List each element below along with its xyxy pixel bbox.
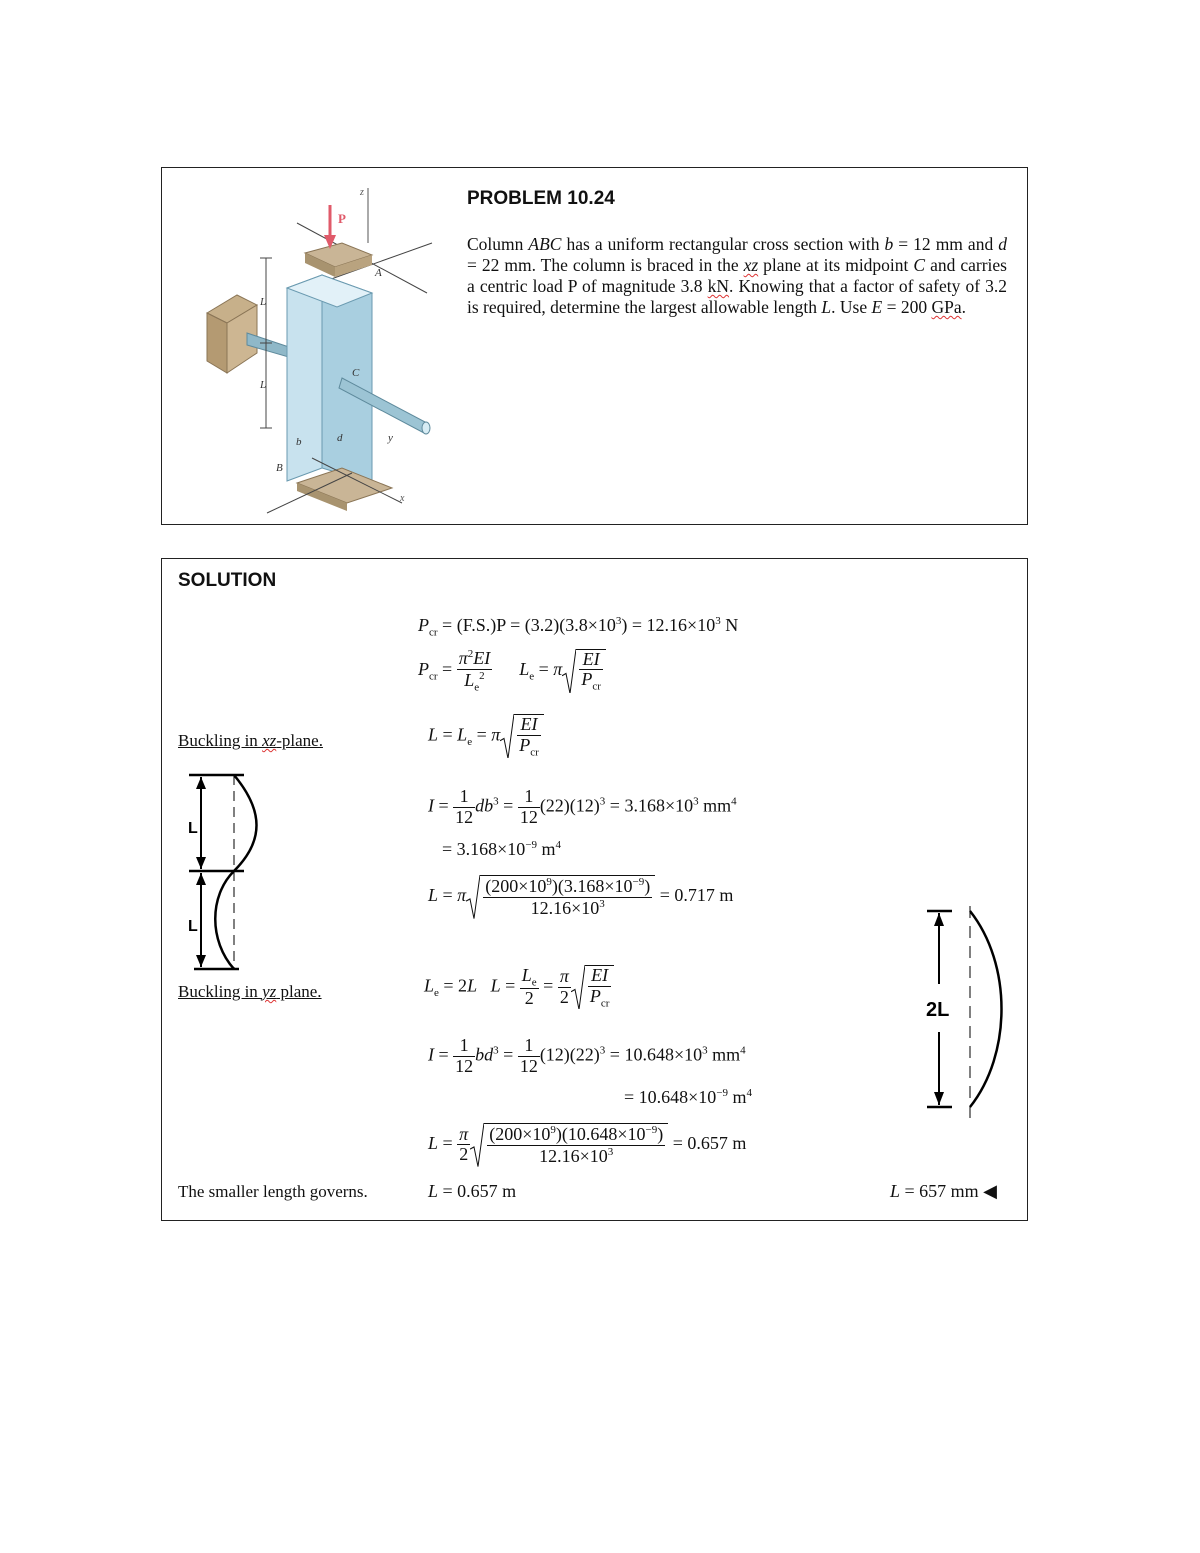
equation-l-yz-result: L = $\frac{\pi}{2}$ $\frac{(200\times 10^9)(10.648\times 10^{-9})}{12.16\times 10^3}$ = 0.657 m	[428, 1123, 747, 1166]
problem-statement: Column ABC has a uniform rectangular cross section with b = 12 mm and d = 22 mm. The column is braced in the xz plane at its midpoint C and carries a centric load P of magnitude 3.8 kN. Knowing that a factor of safety of 3.2 is required, determine the largest allowable length L. Use E = 200 GPa.	[467, 234, 1007, 317]
length-label-lower: L	[260, 379, 267, 391]
sketch-l-label-upper: L	[188, 820, 198, 837]
buckling-xz-sketch	[184, 771, 259, 973]
equation-euler: $P_{cr}$ = $\frac{\pi^2EI}{L_e^2}$ $L_e = \pi$ $\frac{EI}{P_{cr}}$	[418, 648, 606, 693]
point-a-label: A	[375, 267, 382, 279]
x-axis-label: x	[400, 493, 405, 504]
dim-d-label: d	[337, 432, 343, 444]
equation-l-governing: L = 0.657 m	[428, 1181, 517, 1201]
buckling-yz-sketch	[922, 904, 1012, 1124]
equation-le-yz: $L_e = 2L$ L = $\frac{L_e}{2}$ = $\frac{\pi}{2}$ $\frac{EI}{P_{cr}}$	[424, 965, 614, 1009]
final-answer: L = 657 mm ◀	[890, 1181, 998, 1201]
load-p-label: P	[338, 211, 346, 226]
z-axis-label: z	[360, 187, 364, 198]
label-smaller-governs: The smaller length governs.	[178, 1182, 368, 1201]
equation-pcr-value: $P_{cr} = (F.S.)P = (3.2)(3.8\times 10^3) = 12.16\times 10^3$ N	[418, 615, 739, 639]
equation-i-yz: I = $\frac{1}{12}$ $bd^3$ = $\frac{1}{12}$ $(12)(22)^3 = 10.648\times 10^3$ $mm^4$	[428, 1035, 746, 1076]
label-buckling-xz: Buckling in xz-plane.	[178, 731, 323, 750]
problem-panel	[161, 167, 1028, 525]
column-figure	[202, 183, 482, 518]
equation-i-yz-meters: = $10.648\times 10^{-9}$ $m^4$	[624, 1087, 753, 1107]
sketch-l-label-lower: L	[188, 918, 198, 935]
answer-marker-icon: ◀	[983, 1181, 998, 1201]
point-c-label: C	[352, 367, 360, 379]
equation-l-xz-result: L = π $\frac{(200\times 10^9)(3.168\times 10^{-9})}{12.16\times 10^3}$ = 0.717 m	[428, 876, 734, 918]
point-b-label: B	[276, 462, 283, 474]
y-axis-label: y	[388, 432, 393, 444]
length-label-upper: L	[260, 296, 267, 308]
solution-panel	[161, 558, 1028, 1221]
label-buckling-yz: Buckling in yz plane.	[178, 982, 322, 1001]
dim-b-label: b	[296, 436, 302, 448]
sketch-2l-label: 2L	[926, 999, 950, 1021]
solution-title: SOLUTION	[178, 570, 277, 591]
problem-title: PROBLEM 10.24	[467, 188, 615, 209]
equation-i-xz: I = $\frac{1}{12}$ $db^3$ = $\frac{1}{12}$ $(22)(12)^3 = 3.168\times 10^3$ $mm^4$	[428, 786, 737, 827]
equation-i-xz-meters: = $3.168\times 10^{-9}$ $m^4$	[442, 839, 562, 859]
equation-l-xz: $L = L_e = \pi$ $\frac{EI}{P_{cr}}$	[428, 714, 544, 758]
